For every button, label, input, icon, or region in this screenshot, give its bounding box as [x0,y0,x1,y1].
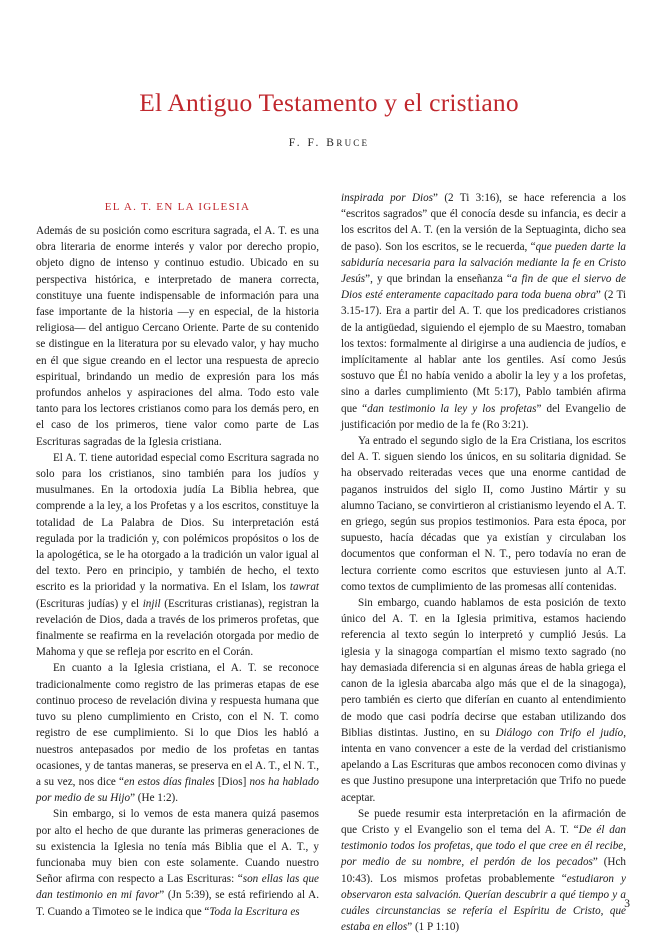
text-run: , intenta en vano convencer a este de la verdad del cristianismo apelando a Las Escrituras que ambos reconocen como divinas y es que Justino presupone una interpretación que Trifo no puede aceptar. [341,726,626,804]
book-title: Diálogo con Trifo el judío [495,726,624,739]
text-run: ”, y que brindan la enseñanza “ [365,273,512,286]
scripture-quote: De él dan testimonio todos los profetas, que todo el que cree en él recibe, por medio de su nombre, el perdón de los pecados [341,823,627,869]
paragraph [341,595,626,806]
page-number: 3 [624,898,630,910]
text-run: ” (2 Ti 3.15-17). Era a partir del A. T. que los predicadores cristianos de la antigüedad, siguiendo el ejemplo de su Maestro, tomaban los textos: formalmente al dirigirse a una audiencia de judíos, e implícitamente al hablar ante los gentiles. Así como Jesús sostuvo que Él no había venido a abolir la ley y a los profetas, sino a darles cumplimiento (Mt 5:17), Pablo también afirma que “ [341,289,626,415]
term: tawrat [289,581,319,594]
left-column [36,223,319,920]
text-run: En cuanto a la Iglesia cristiana, el A. T. se reconoce tradicionalmente como registro de las primeras etapas de ese continuo proceso de revelación divina y respuesta humana que tuvo su pleno cumplimiento en Cristo, con el N. T. como registro de ese cumplimiento. Si lo que Dios les habló a nuestros antepasados por medio de los profetas en tantas ocasiones, y de tantas maneras, se preserva en el A. T., el N. T., a su vez, nos dice “ [36,662,319,788]
section-heading: EL A. T. EN LA IGLESIA [104,201,251,213]
paragraph [341,190,626,433]
text-run: ” (He 1:2). [130,792,179,805]
text-run: ” (1 P 1:10) [407,921,460,934]
scripture-quote: nos ha hablado por medio de su Hijo [36,775,319,805]
text-run: Sin embargo, cuando hablamos de esta posición de texto único del A. T. en la Iglesia primitiva, estamos haciendo referencia al texto según lo interpretó y cumplió Jesús. La iglesia y la sinagoga compartían el mismo texto sagrado (no hay demasiada diferencia si en algunas áreas de habla griega el canon de la iglesia abarcaba algo más que el de la sinagoga), pero también es cierto que diferían en cuanto al entendimiento de modo que casi podría decirse que estaban utilizando dos Biblias distintas. Justino, en su [341,597,626,739]
scripture-quote: que pueden darte la sabiduría necesaria para la salvación mediante la fe en Cristo Jesús [341,240,626,286]
text-run: ” (2 Ti 3:16), se hace referencia a los “escritos sagrados” que él conocía desde su infancia, es decir a los escritos del A. T. (en la versión de la Septuaginta, dicho sea de paso). Son los escritos, se le recuerda, “ [341,192,627,253]
right-column [341,190,626,935]
text-run: Sin embargo, si lo vemos de esta manera quizá pasemos por alto el hecho de que durante las primeras generaciones de su existencia la Iglesia no tenía más Biblia que el A. T., y funcionaba muy bien con este solamente. Cuando nuestro Señor afirma con respecto a Las Escrituras: “ [36,808,319,886]
scripture-quote: inspirada por Dios [341,192,433,204]
text-run: (Escrituras judías) y el [36,597,143,610]
term: injil [142,597,161,610]
paragraph [341,806,626,935]
text-run: Además de su posición como escritura sagrada, el A. T. es una obra literaria de enorme interés y valor por derecho propio, objeto digno de intenso y continuo estudio. Ubicado en su perspectiva histórica, e interpretado de manera correcta, constituye una fuente indispensable de información para una fase importante de la historia —y en especial, de la historia religiosa— del antiguo Cercano Oriente. Parte de su contenido se distingue en la literatura por su elevado valor, y hay mucho en él que sigue creando en el lector una respuesta de aprecio espiritual, brindando un medio de expresión para los más profundos anhelos y aspiraciones del alma. Todo esto vale tanto para los lectores cristianos como para los demás pero, en el caso de los primeros, tiene valor como parte de Las Escrituras sagradas de la Iglesia cristiana. [36,225,319,448]
scripture-quote: estudiaron y observaron esta salvación. Querían descubrir a qué tiempo y a cuáles circunstancias se refería el Espíritu de Cristo, que estaba en ellos [341,872,626,934]
text-run: (Escrituras cristianas), registran la revelación de Dios, dada a través de los primeros profetas, que finalmente se reafirma en la revelación otorgada por medio de Mahoma y que se refleja por escrito en el Corán. [36,597,319,659]
author-surname-rest: RUCE [336,138,370,148]
paragraph [36,806,319,919]
text-run: Se puede resumir esta interpretación en la afirmación de que Cristo y el Evangelio son el tema del A. T. “ [341,807,626,836]
paragraph [36,223,319,450]
scripture-quote: en estos días finales [124,775,215,788]
text-run: ” (Hch 10:43). Los mismos profetas probablemente “ [341,856,626,885]
chapter-title: El Antiguo Testamento y el cristiano [139,88,519,117]
author-name [0,137,658,149]
paragraph [36,660,319,806]
text-run: El A. T. tiene autoridad especial como Escritura sagrada no solo para los cristianos, sino también para los judíos y musulmanes. En la ortodoxia judía La Biblia hebrea, que comprende a la ley, a los Profetas y a los escritos, constituye la totalidad de La Palabra de Dios. Su interpretación está regulada por la tradición y, con polémicos propósitos o los de la apologética, se le ha otorgado a la tradición un valor igual al del texto. Pero en principio, y también de hecho, el texto escrito es la prioridad y la normativa. En el Islam, los [36,451,319,594]
scripture-quote: son ellas las que dan testimonio en mi favor [36,873,319,902]
text-run: ” (Jn 5:39), se está refiriendo al A. T. Cuando a Timoteo se le indica que “ [36,889,319,918]
scripture-quote: a fin de que el siervo de Dios esté enteramente capacitado para toda buena obra [341,273,626,302]
text-run: [Dios] [214,775,250,788]
text-run: ” del Evangelio de justificación por medio de la fe (Ro 3:21). [341,402,626,431]
text-run: Ya entrado el segundo siglo de la Era Cristiana, los escritos del A. T. siguen siendo los únicos, en su solitaria dignidad. Se ha observado reiteradas veces que una enorme cantidad de paganos instruidos del siglo II, como Justino Mártir y su alumno Taciano, se convirtieron al cristianismo leyendo el A. T. en griego, según sus propios testimonios. Para esta época, por supuesto, hacía décadas que ya existían y circulaban los documentos que conforman el N. T., pero todavía no eran de lectura corriente como escritos que estuviesen junto al A.T. como textos de cumplimiento de las promesas allí contenidas. [341,435,626,593]
paragraph [341,433,626,595]
scripture-quote: Toda la Escritura es [209,905,300,918]
author-initials: F. F. B [288,137,337,149]
scripture-quote: dan testimonio la ley y los profetas [367,402,537,415]
paragraph [36,450,319,661]
